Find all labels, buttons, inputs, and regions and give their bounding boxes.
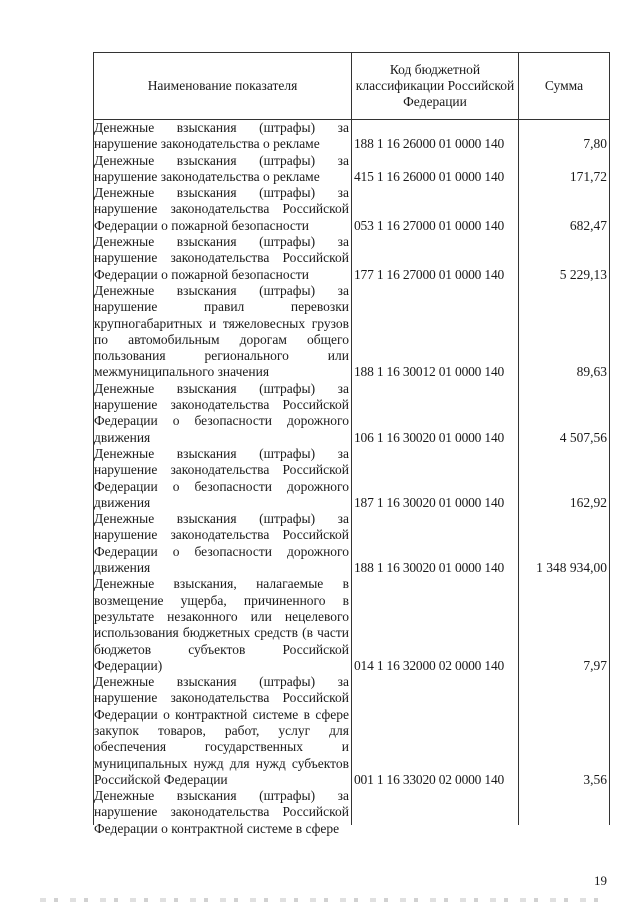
table-row <box>93 446 610 511</box>
row-code: 177 1 16 27000 01 0000 140 <box>354 266 505 282</box>
row-name: Денежные взыскания (штрафы) за нарушение правил перевозки крупногабаритных и тяжеловесных грузов по автомобильным дорогам общего пользования регионального или межмуниципального значения <box>94 282 349 380</box>
table-row <box>93 185 610 234</box>
table-row <box>93 788 610 837</box>
row-sum: 171,72 <box>569 168 607 184</box>
row-name: Денежные взыскания (штрафы) за нарушение законодательства Российской Федерации о контрактной системе в сфере <box>94 788 349 836</box>
row-name: Денежные взыскания (штрафы) за нарушение законодательства Российской Федерации о безопасности дорожного движения <box>94 511 349 576</box>
row-sum: 7,80 <box>583 136 607 152</box>
row-sum: 7,97 <box>583 657 607 673</box>
row-code: 415 1 16 26000 01 0000 140 <box>354 168 505 184</box>
row-code: 014 1 16 32000 02 0000 140 <box>354 657 505 673</box>
row-name: Денежные взыскания (штрафы) за нарушение законодательства о рекламе <box>94 120 349 152</box>
row-sum: 682,47 <box>569 217 607 233</box>
row-name: Денежные взыскания (штрафы) за нарушение законодательства Российской Федерации о контрактной системе в сфере закупок товаров, работ, услуг для обеспечения государственных и муниципальных нужд для нужд субъектов Российской Федерации <box>94 674 349 787</box>
header-code: Код бюджетной классификации Российской Федерации <box>355 62 515 109</box>
row-sum: 89,63 <box>576 364 607 380</box>
row-sum: 162,92 <box>569 494 607 510</box>
table-row <box>93 234 610 283</box>
row-name: Денежные взыскания (штрафы) за нарушение законодательства Российской Федерации о пожарной безопасности <box>94 185 349 233</box>
table-body <box>93 120 610 837</box>
table-row <box>93 381 610 446</box>
table-row <box>93 511 610 576</box>
row-code: 188 1 16 30012 01 0000 140 <box>354 364 505 380</box>
header-sum: Сумма <box>544 78 584 93</box>
row-sum: 5 229,13 <box>559 266 607 282</box>
scan-artifact <box>40 898 600 902</box>
row-sum: 1 348 934,00 <box>536 560 607 576</box>
row-name: Денежные взыскания, налагаемые в возмещение ущерба, причиненного в результате незаконного или нецелевого использования бюджетных средств (в части бюджетов субъектов Российской Федерации) <box>94 576 349 673</box>
row-name: Денежные взыскания (штрафы) за нарушение законодательства Российской Федерации о пожарной безопасности <box>94 234 349 282</box>
table-row <box>93 120 610 153</box>
table-row <box>93 576 610 674</box>
table-row <box>93 674 610 788</box>
revenue-table <box>93 52 610 836</box>
page-number: 19 <box>594 873 607 888</box>
row-name: Денежные взыскания (штрафы) за нарушение законодательства Российской Федерации о безопасности дорожного движения <box>94 380 349 445</box>
table-row <box>93 153 610 186</box>
row-code: 053 1 16 27000 01 0000 140 <box>354 217 505 233</box>
header-name: Наименование показателя <box>147 78 298 93</box>
row-name: Денежные взыскания (штрафы) за нарушение законодательства Российской Федерации о безопасности дорожного движения <box>94 445 349 510</box>
row-name: Денежные взыскания (штрафы) за нарушение законодательства о рекламе <box>94 152 349 184</box>
row-code: 187 1 16 30020 01 0000 140 <box>354 494 505 510</box>
row-sum: 4 507,56 <box>559 429 607 445</box>
row-code: 188 1 16 26000 01 0000 140 <box>354 136 505 152</box>
row-code: 188 1 16 30020 01 0000 140 <box>354 560 505 576</box>
row-code: 001 1 16 33020 02 0000 140 <box>354 771 505 787</box>
row-code: 106 1 16 30020 01 0000 140 <box>354 429 505 445</box>
table-row <box>93 283 610 381</box>
row-sum: 3,56 <box>583 771 607 787</box>
